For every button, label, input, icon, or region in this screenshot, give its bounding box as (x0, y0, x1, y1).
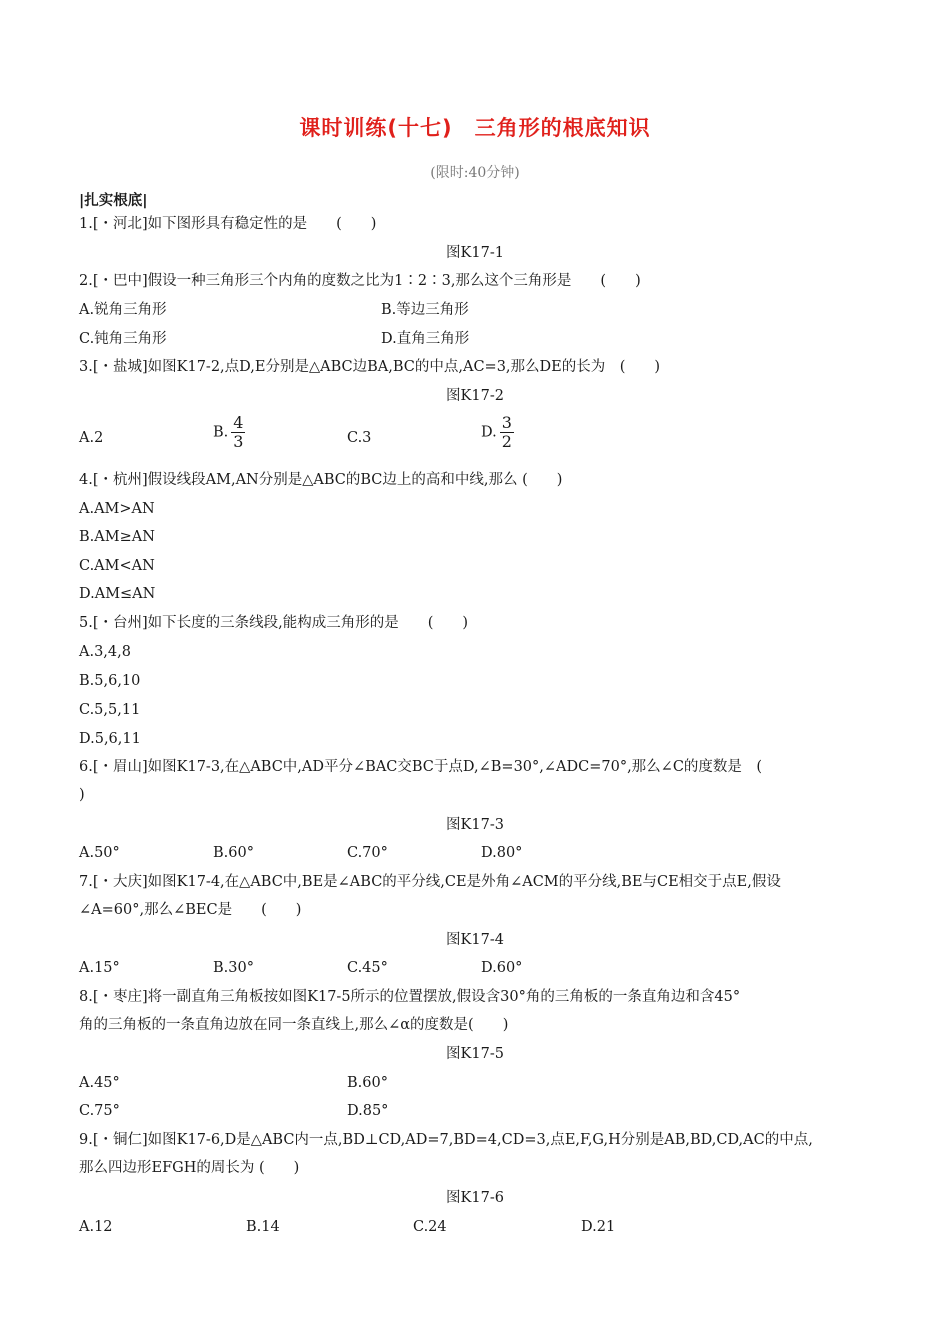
figure-caption-1: 图K17-1 (446, 245, 504, 261)
q2-option-c: C.钝角三角形 (79, 331, 167, 347)
q6-option-c: C.70° (347, 845, 388, 861)
figure-caption-6: 图K17-6 (446, 1190, 504, 1206)
question-6: 6.[・眉山]如图K17-3,在△ABC中,AD平分∠BAC交BC于点D,∠B=30°,∠ADC=70°,那么∠C的度数是 ( (79, 759, 763, 775)
q7-option-b: B.30° (213, 960, 254, 976)
q2-option-b: B.等边三角形 (381, 302, 469, 318)
fraction-numerator: 3 (501, 413, 512, 432)
question-1: 1.[・河北]如下图形具有稳定性的是 ( ) (79, 216, 377, 232)
q3-option-b-fraction (231, 414, 245, 451)
figure-caption-3: 图K17-3 (446, 817, 504, 833)
fraction-denominator: 3 (233, 432, 244, 451)
section-heading: |扎实根底| (79, 193, 148, 209)
q3-option-d-fraction (500, 414, 514, 451)
fraction-denominator: 2 (501, 432, 512, 451)
time-limit: (限时:40分钟) (430, 165, 520, 181)
q6-option-a: A.50° (79, 845, 120, 861)
q7-option-a: A.15° (79, 960, 120, 976)
q2-option-d: D.直角三角形 (381, 331, 470, 347)
question-5: 5.[・台州]如下长度的三条线段,能构成三角形的是 ( ) (79, 615, 469, 631)
q8-option-c: C.75° (79, 1103, 120, 1119)
fraction-numerator: 4 (233, 413, 244, 432)
page-title: 课时训练(十七) 三角形的根底知识 (299, 116, 651, 140)
q7-option-c: C.45° (347, 960, 388, 976)
q9-option-b: B.14 (246, 1219, 280, 1235)
question-8: 8.[・枣庄]将一副直角三角板按如图K17-5所示的位置摆放,假设含30°角的三角板的一条直角边和含45° (79, 989, 741, 1005)
figure-caption-4: 图K17-4 (446, 932, 504, 948)
figure-caption-2: 图K17-2 (446, 388, 504, 404)
question-6-cont: ) (79, 787, 85, 803)
question-8-cont: 角的三角板的一条直角边放在同一条直线上,那么∠α的度数是( ) (79, 1017, 509, 1033)
q3-option-d-label: D. (481, 424, 497, 441)
q4-option-d: D.AM≤AN (79, 586, 156, 602)
question-2: 2.[・巴中]假设一种三角形三个内角的度数之比为1∶2∶3,那么这个三角形是 ( ) (79, 273, 641, 289)
q7-option-d: D.60° (481, 960, 523, 976)
q3-option-d (481, 414, 514, 451)
q9-option-d: D.21 (581, 1219, 616, 1235)
q5-option-c: C.5,5,11 (79, 702, 141, 718)
q6-option-d: D.80° (481, 845, 523, 861)
q4-option-b: B.AM≥AN (79, 529, 155, 545)
question-3: 3.[・盐城]如图K17-2,点D,E分别是△ABC边BA,BC的中点,AC=3,那么DE的长为 ( ) (79, 359, 661, 375)
q8-option-a: A.45° (79, 1075, 120, 1091)
q3-option-b-label: B. (213, 424, 229, 441)
q3-option-b (213, 414, 245, 451)
question-4: 4.[・杭州]假设线段AM,AN分别是△ABC的BC边上的高和中线,那么 ( ) (79, 472, 563, 488)
q9-option-c: C.24 (413, 1219, 447, 1235)
q3-option-a: A.2 (79, 430, 104, 446)
q9-option-a: A.12 (79, 1219, 113, 1235)
q5-option-d: D.5,6,11 (79, 731, 141, 747)
question-9-cont: 那么四边形EFGH的周长为 ( ) (79, 1160, 300, 1176)
q5-option-b: B.5,6,10 (79, 673, 141, 689)
q8-option-d: D.85° (347, 1103, 389, 1119)
q5-option-a: A.3,4,8 (79, 644, 131, 660)
figure-caption-5: 图K17-5 (446, 1046, 504, 1062)
q8-option-b: B.60° (347, 1075, 388, 1091)
q6-option-b: B.60° (213, 845, 254, 861)
q3-option-c: C.3 (347, 430, 372, 446)
q4-option-c: C.AM<AN (79, 558, 155, 574)
question-9: 9.[・铜仁]如图K17-6,D是△ABC内一点,BD⊥CD,AD=7,BD=4,CD=3,点E,F,G,H分别是AB,BD,CD,AC的中点, (79, 1132, 813, 1148)
question-7: 7.[・大庆]如图K17-4,在△ABC中,BE是∠ABC的平分线,CE是外角∠ACM的平分线,BE与CE相交于点E,假设 (79, 874, 781, 890)
q2-option-a: A.锐角三角形 (79, 302, 167, 318)
question-7-cont: ∠A=60°,那么∠BEC是 ( ) (79, 902, 302, 918)
q4-option-a: A.AM>AN (79, 501, 155, 517)
